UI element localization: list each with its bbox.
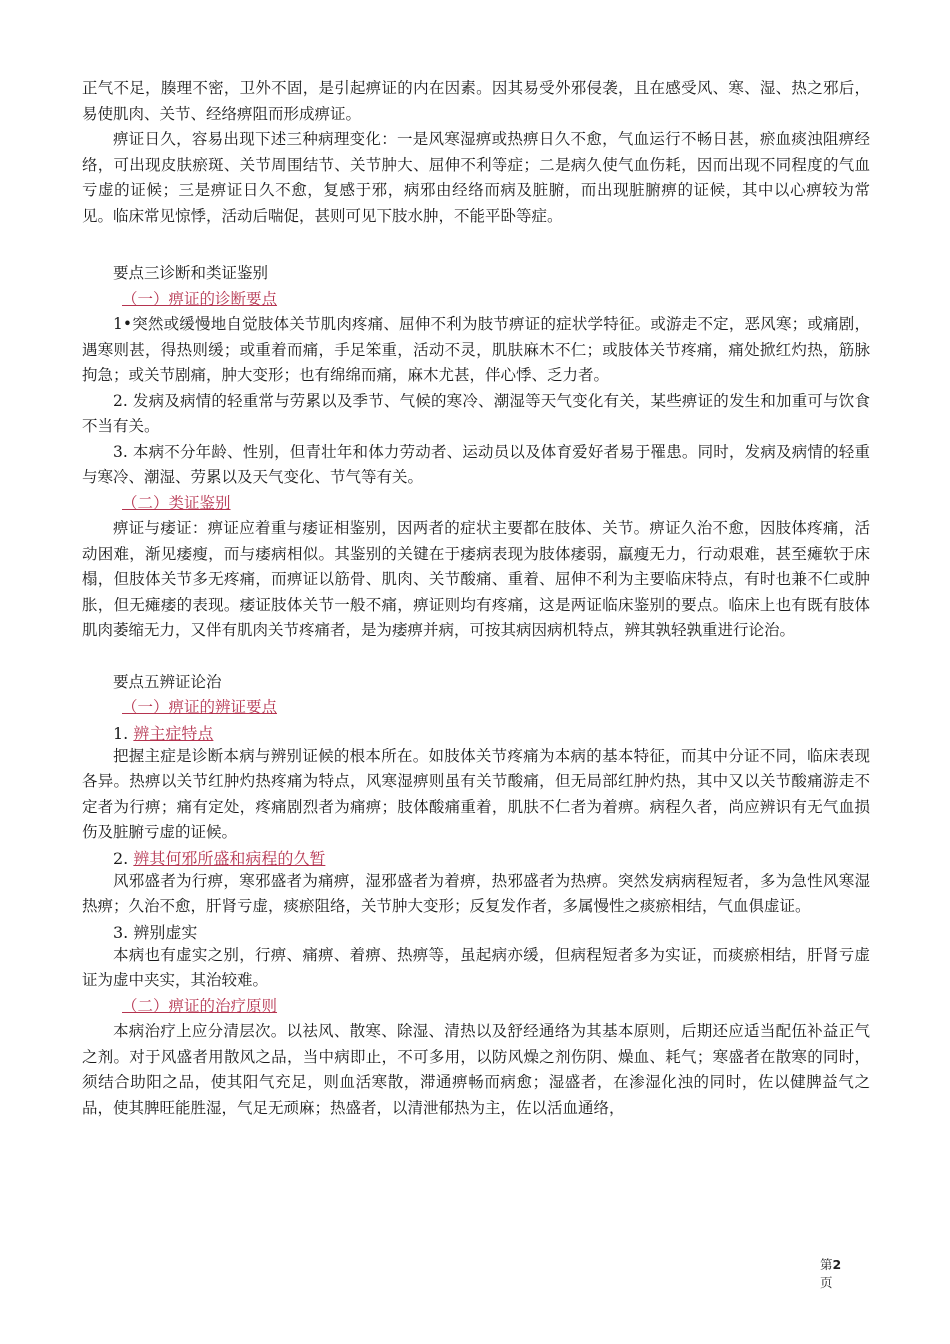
point-1-number: 1. — [113, 723, 129, 743]
document-page — [82, 76, 870, 1121]
point-2-heading — [82, 846, 870, 869]
subheading-treatment-principles[interactable]: （二）痹证的治疗原则 — [122, 996, 278, 1015]
paragraph-treatment: 本病治疗上应分清层次。以祛风、散寒、除湿、清热以及舒经通络为其基本原则，后期还应适当配伍补益正气之剂。对于风盛者用散风之品，当中病即止，不可多用，以防风燥之剂伤阴、燥血、耗气；寒盛者在散寒的同时，须结合助阳之品，使其阳气充足，则血活寒散，滞通痹畅而病愈；湿盛者，在渗湿化浊的同时，佐以健脾益气之品，使其脾旺能胜湿，气足无顽麻；热盛者，以清泄郁热为主，佐以活血通络， — [82, 1022, 870, 1117]
subheading-diagnosis-points[interactable]: （一）痹证的诊断要点 — [122, 289, 278, 308]
paragraph-differential: 痹证与痿证：痹证应着重与痿证相鉴别，因两者的症状主要都在肢体、关节。痹证久治不愈，因肢体疼痛，活动困难，渐见痿瘦，而与痿病相似。其鉴别的关键在于痿病表现为肢体痿弱，羸瘦无力，行动艰难，甚至瘫软于床榻，但肢体关节多无疼痛，而痹证以筋骨、肌肉、关节酸痛、重着、屈伸不利为主要临床特点，有时也兼不仁或肿胀，但无瘫痿的表现。痿证肢体关节一般不痛，痹证则均有疼痛，这是两证临床鉴别的要点。临床上也有既有肢体肌肉萎缩无力，又伴有肌肉关节疼痛者，是为痿痹并病，可按其病因病机特点，辨其孰轻孰重进行论治。 — [82, 519, 870, 639]
page-number-value: 2 — [832, 1257, 842, 1272]
point-1-text: 把握主症是诊断本病与辨别证候的根本所在。如肢体关节疼痛为本病的基本特征，而其中分证不同，临床表现各异。热痹以关节红肿灼热疼痛为特点，风寒湿痹则虽有关节酸痛，但无局部红肿灼热，其中又以关节酸痛游走不定者为行痹；痛有定处，疼痛剧烈者为痛痹；肢体酸痛重着，肌肤不仁者为着痹。病程久者，尚应辨识有无气血损伤及脏腑亏虚的证候。 — [82, 746, 870, 841]
point-3-text: 本病也有虚实之别，行痹、痛痹、着痹、热痹等，虽起病亦缓，但病程短者多为实证，而痰瘀相结，肝肾亏虚证为虚中夹实，其治较难。 — [82, 945, 870, 989]
paragraph-pathology: 痹证日久，容易出现下述三种病理变化：一是风寒湿痹或热痹日久不愈，气血运行不畅日甚，瘀血痰浊阻痹经络，可出现皮肤瘀斑、关节周围结节、关节肿大、屈伸不利等症；二是病久使气血伤耗，因而出现不同程度的气血亏虚的证候；三是痹证日久不愈，复感于邪，病邪由经络而病及脏腑，而出现脏腑痹的证候，其中以心痹较为常见。临床常见惊悸，活动后喘促，甚则可见下肢水肿，不能平卧等症。 — [82, 130, 870, 225]
section-title-diagnosis: 要点三诊断和类证鉴别 — [113, 264, 269, 282]
page-number — [820, 1256, 860, 1292]
diagnosis-item-1: 1•突然或缓慢地自觉肢体关节肌肉疼痛、屈伸不利为肢节痹证的症状学特征。或游走不定，恶风寒；或痛剧，遇寒则甚，得热则缓；或重着而痛，手足笨重，活动不灵，肌肤麻木不仁；或肢体关节疼痛，痛处掀红灼热，筋脉拘急；或关节剧痛，肿大变形；也有绵绵而痛，麻木尤甚，伴心悸、乏力者。 — [82, 315, 870, 384]
subheading-syndrome-points[interactable]: （一）痹证的辨证要点 — [122, 698, 278, 716]
subheading-differential[interactable]: （二）类证鉴别 — [122, 493, 231, 512]
page-suffix: 页 — [820, 1275, 833, 1290]
page-prefix: 第 — [820, 1257, 833, 1272]
point-2-number: 2. — [113, 848, 129, 868]
section-title-treatment: 要点五辨证论治 — [113, 672, 222, 691]
point-1-link[interactable]: 辨主症特点 — [133, 723, 214, 743]
diagnosis-item-3: 3. 本病不分年龄、性别，但青壮年和体力劳动者、运动员以及体育爱好者易于罹患。同时，发病及病情的轻重与寒冷、潮湿、劳累以及天气变化、节气等有关。 — [82, 442, 870, 486]
point-2-link[interactable]: 辨其何邪所盛和病程的久暂 — [133, 848, 326, 868]
point-1-heading — [82, 721, 870, 744]
paragraph-cause: 正气不足，腠理不密，卫外不固，是引起痹证的内在因素。因其易受外邪侵袭，且在感受风、寒、湿、热之邪后，易使肌肉、关节、经络痹阻而形成痹证。 — [82, 79, 870, 123]
point-3-heading: 3. 辨别虚实 — [113, 922, 198, 942]
point-2-text: 风邪盛者为行痹，寒邪盛者为痛痹，湿邪盛者为着痹，热邪盛者为热痹。突然发病病程短者，多为急性风寒湿热痹；久治不愈，肝肾亏虚，痰瘀阻络，关节肿大变形；反复发作者，多属慢性之痰瘀相结，气血俱虚证。 — [82, 871, 870, 915]
diagnosis-item-2: 2. 发病及病情的轻重常与劳累以及季节、气候的寒冷、潮湿等天气变化有关，某些痹证的发生和加重可与饮食不当有关。 — [82, 391, 870, 435]
